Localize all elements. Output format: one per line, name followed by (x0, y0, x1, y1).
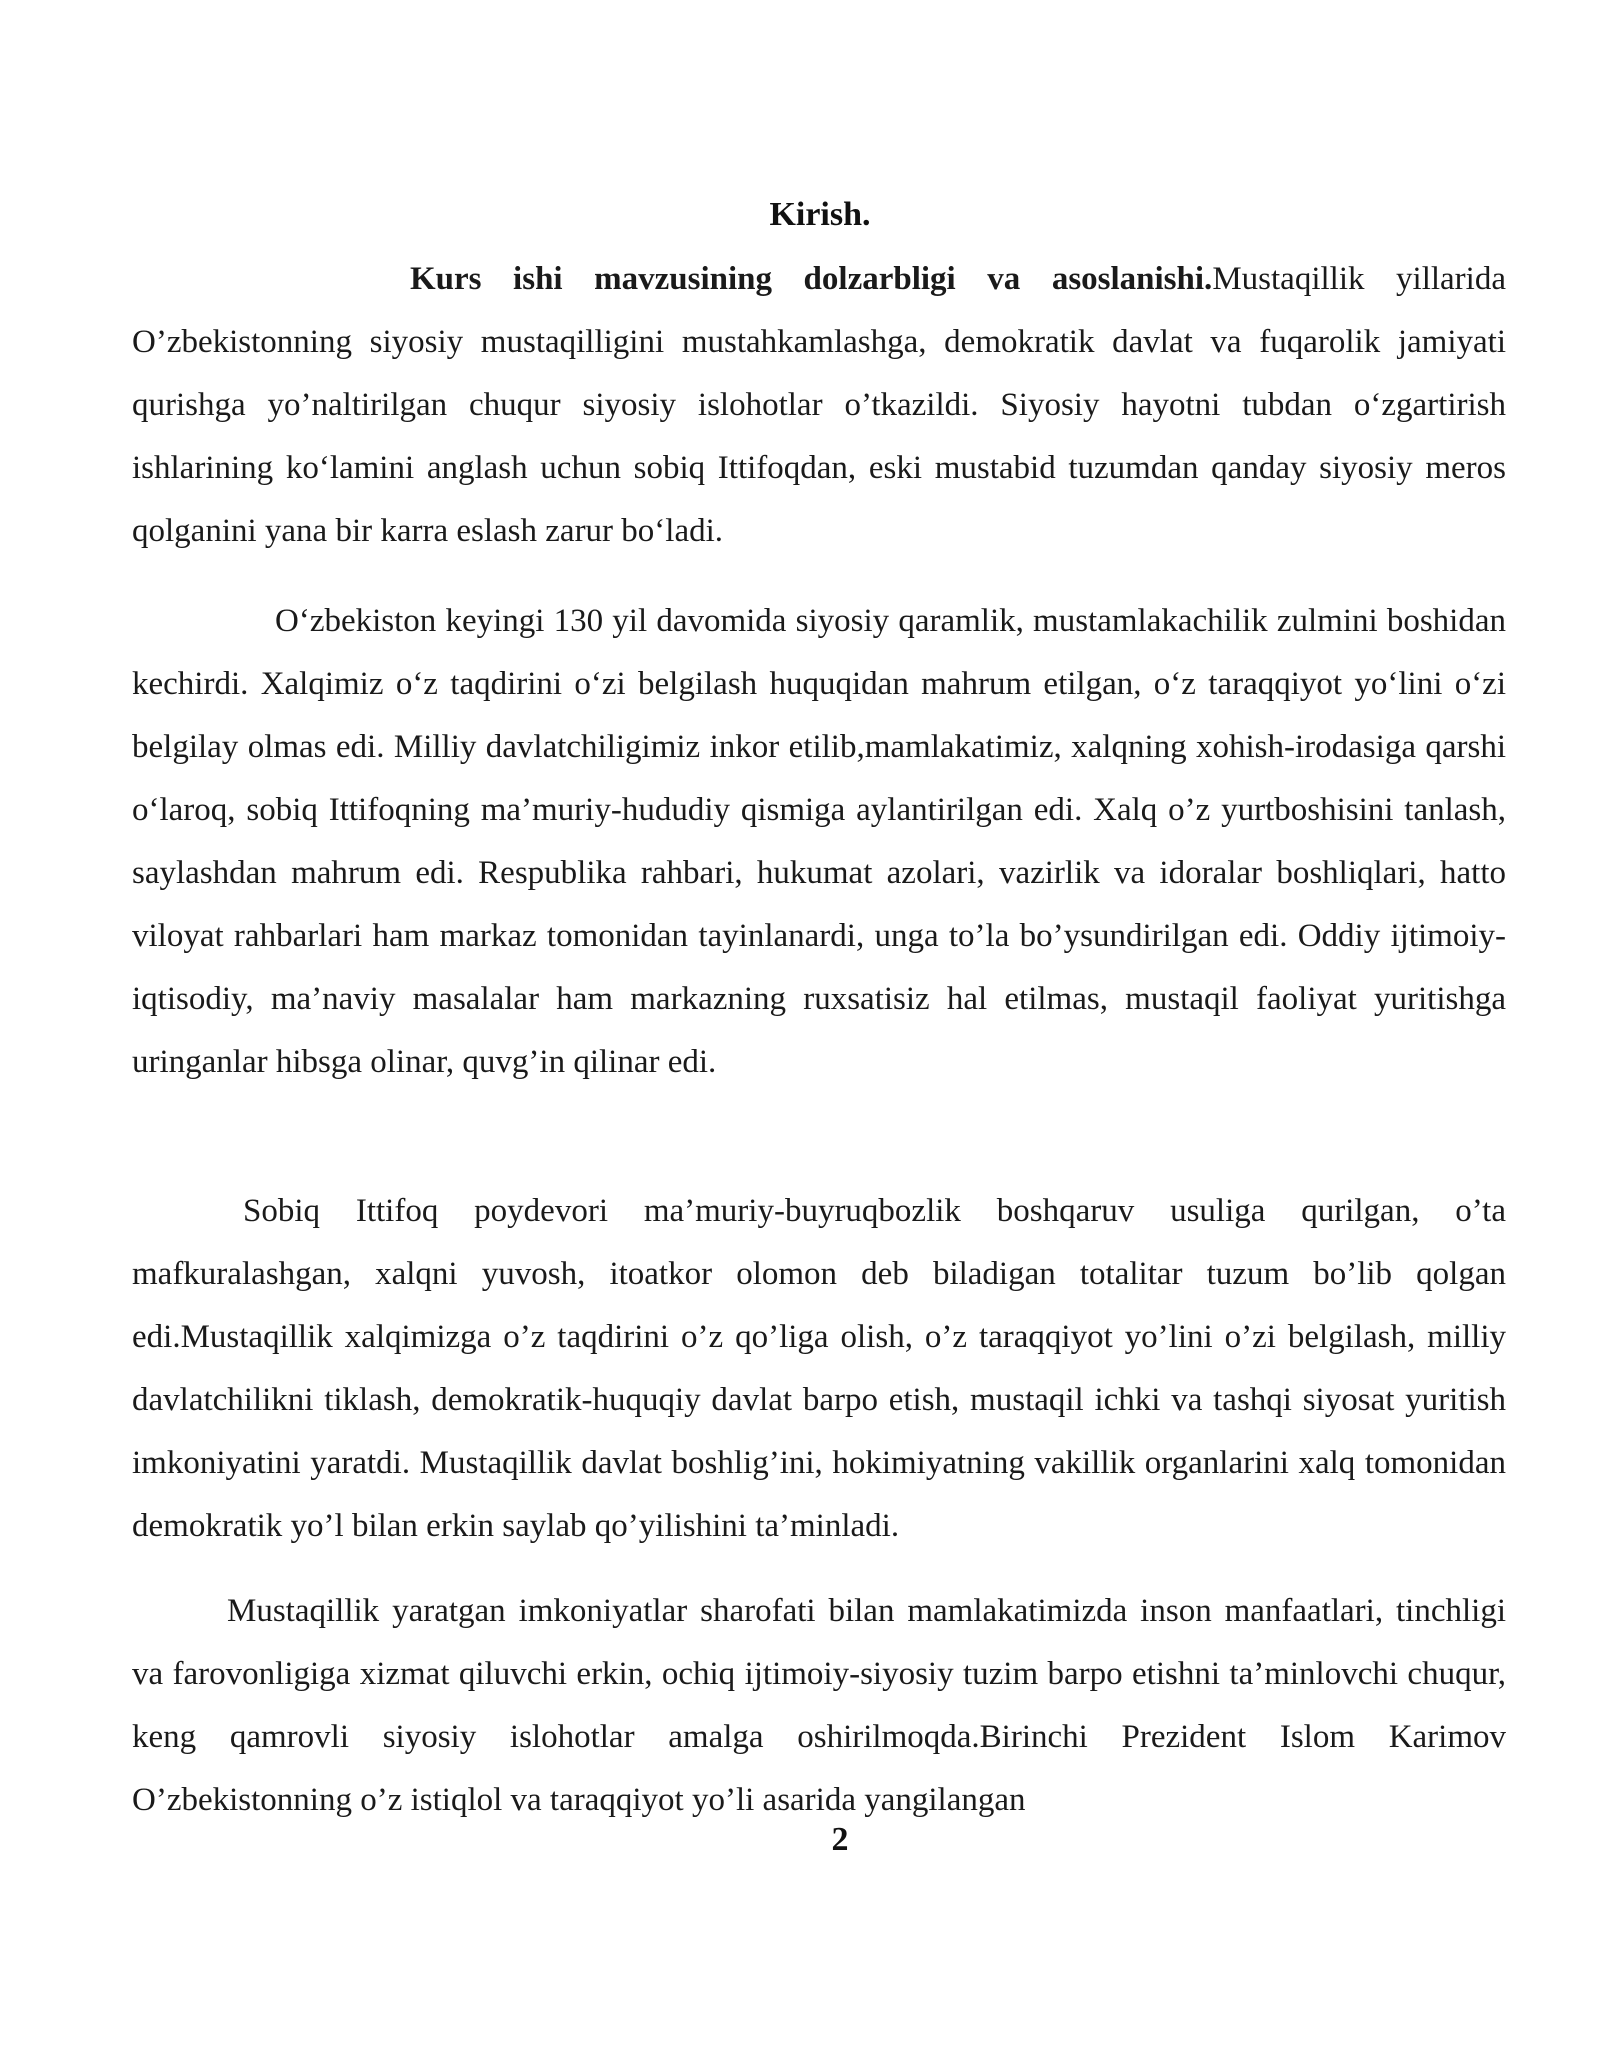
paragraph-1 (132, 248, 1506, 563)
page-title: Kirish. (769, 196, 871, 233)
paragraph-lead-heading: Kurs ishi mavzusining dolzarbligi va asoslanishi. (410, 261, 1213, 297)
page-number: 2 (831, 1821, 849, 1858)
paragraph-4: Mustaqillik yaratgan imkoniyatlar sharofati bilan mamlakatimizda inson manfaatlari, tinchligi va farovonligiga xizmat qiluvchi erkin, ochiq ijtimoiy-siyosiy tuzim barpo etishni ta’minlovchi chuqur, keng qamrovli siyosiy islohotlar amalga oshirilmoqda.Birinchi Prezident Islom Karimov O’zbekistonning o’z istiqlol va taraqqiyot yo’li asarida yangilangan (132, 1593, 1506, 1818)
paragraph-2: O‘zbekiston keyingi 130 yil davomida siyosiy qaramlik, mustamlakachilik zulmini boshidan kechirdi. Xalqimiz o‘z taqdirini o‘zi belgilash huquqidan mahrum etilgan, o‘z taraqqiyot yo‘lini o‘zi belgilay olmas edi. Milliy davlatchiligimiz inkor etilib,mamlakatimiz, xalqning xohish-irodasiga qarshi o‘laroq, sobiq Ittifoqning ma’muriy-hududiy qismiga aylantirilgan edi. Xalq o’z yurtboshisini tanlash, saylashdan mahrum edi. Respublika rahbari, hukumat azolari, vazirlik va idoralar boshliqlari, hatto viloyat rahbarlari ham markaz tomonidan tayinlanardi, unga to’la bo’ysundirilgan edi. Oddiy ijtimoiy-iqtisodiy, ma’naviy masalalar ham markazning ruxsatisiz hal etilmas, mustaqil faoliyat yuritishga uringanlar hibsga olinar, quvg’in qilinar edi. (132, 603, 1506, 1080)
paragraph-3: Sobiq Ittifoq poydevori ma’muriy-buyruqbozlik boshqaruv usuliga qurilgan, o’ta mafkuralashgan, xalqni yuvosh, itoatkor olomon deb biladigan totalitar tuzum bo’lib qolgan edi.Mustaqillik xalqimizga o’z taqdirini o’z qo’liga olish, o’z taraqqiyot yo’lini o’zi belgilash, milliy davlatchilikni tiklash, demokratik-huquqiy davlat barpo etish, mustaqil ichki va tashqi siyosat yuritish imkoniyatini yaratdi. Mustaqillik davlat boshlig’ini, hokimiyatning vakillik organlarini xalq tomonidan demokratik yo’l bilan erkin saylab qo’yilishini ta’minladi. (132, 1193, 1506, 1544)
paragraph-text: Mustaqillik yillarida O’zbekistonning siyosiy mustaqilligini mustahkamlashga, demokratik davlat va fuqarolik jamiyati qurishga yo’naltirilgan chuqur siyosiy islohotlar o’tkazildi. Siyosiy hayotni tubdan o‘zgartirish ishlarining ko‘lamini anglash uchun sobiq Ittifoqdan, eski mustabid tuzumdan qanday siyosiy meros qolganini yana bir karra eslash zarur bo‘ladi. (132, 261, 1506, 549)
